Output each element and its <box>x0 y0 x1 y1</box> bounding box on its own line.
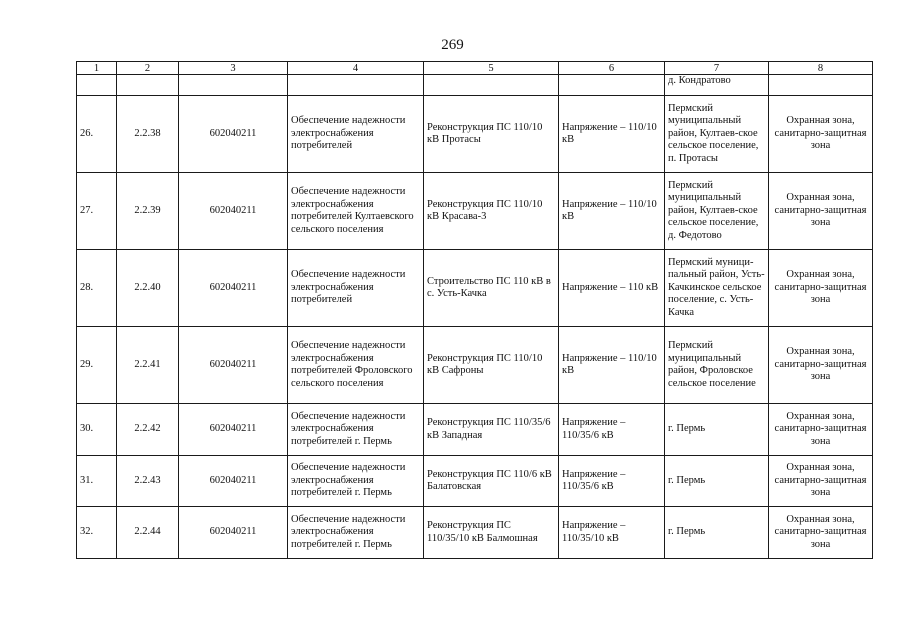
id-cell: 602040211 <box>179 250 288 327</box>
code-cell: 2.2.39 <box>117 173 179 250</box>
zone-cell: Охранная зона, санитарно-защитная зона <box>769 404 873 456</box>
location-cell: г. Пермь <box>665 507 769 559</box>
purpose-cell: Обеспечение надежности электроснабжения потребителей г. Пермь <box>288 456 424 507</box>
characteristics-cell: Напряжение – 110/35/10 кВ <box>559 507 665 559</box>
header-row <box>77 62 873 75</box>
table-cell <box>179 75 288 96</box>
object-cell: Реконструкция ПС 110/10 кВ Сафроны <box>424 327 559 404</box>
code-cell: 2.2.40 <box>117 250 179 327</box>
object-cell: Реконструкция ПС 110/6 кВ Балатовская <box>424 456 559 507</box>
location-cell: Пермский муниципальный район, Култаев-ское сельское поселение, д. Федотово <box>665 173 769 250</box>
table-row <box>77 327 873 404</box>
table-row <box>77 250 873 327</box>
id-cell: 602040211 <box>179 456 288 507</box>
zone-cell: Охранная зона, санитарно-защитная зона <box>769 173 873 250</box>
table-cell <box>424 75 559 96</box>
characteristics-cell: Напряжение – 110/35/6 кВ <box>559 456 665 507</box>
column-header: 5 <box>424 62 559 75</box>
column-header: 2 <box>117 62 179 75</box>
location-cell: д. Кондратово <box>665 75 769 96</box>
row-number-cell: 32. <box>77 507 117 559</box>
column-header: 3 <box>179 62 288 75</box>
characteristics-cell: Напряжение – 110/35/6 кВ <box>559 404 665 456</box>
location-cell: Пермский муници-пальный район, Усть-Качкинское сельское поселение, с. Усть-Качка <box>665 250 769 327</box>
code-cell: 2.2.38 <box>117 96 179 173</box>
purpose-cell: Обеспечение надежности электроснабжения потребителей г. Пермь <box>288 507 424 559</box>
zone-cell: Охранная зона, санитарно-защитная зона <box>769 96 873 173</box>
zone-cell: Охранная зона, санитарно-защитная зона <box>769 456 873 507</box>
registry-table <box>76 61 873 559</box>
zone-cell: Охранная зона, санитарно-защитная зона <box>769 327 873 404</box>
table-cell <box>769 75 873 96</box>
object-cell: Реконструкция ПС 110/10 кВ Протасы <box>424 96 559 173</box>
location-cell: Пермский муниципальный район, Фроловское сельское поселение <box>665 327 769 404</box>
row-number-cell: 31. <box>77 456 117 507</box>
purpose-cell: Обеспечение надежности электроснабжения потребителей г. Пермь <box>288 404 424 456</box>
table-cell <box>77 75 117 96</box>
id-cell: 602040211 <box>179 507 288 559</box>
table-cell <box>559 75 665 96</box>
purpose-cell: Обеспечение надежности электроснабжения потребителей <box>288 96 424 173</box>
row-number-cell: 28. <box>77 250 117 327</box>
object-cell: Реконструкция ПС 110/35/10 кВ Балмошная <box>424 507 559 559</box>
code-cell: 2.2.43 <box>117 456 179 507</box>
table-row <box>77 404 873 456</box>
table-row <box>77 456 873 507</box>
characteristics-cell: Напряжение – 110/10 кВ <box>559 173 665 250</box>
id-cell: 602040211 <box>179 173 288 250</box>
object-cell: Реконструкция ПС 110/10 кВ Красава-3 <box>424 173 559 250</box>
purpose-cell: Обеспечение надежности электроснабжения потребителей <box>288 250 424 327</box>
id-cell: 602040211 <box>179 327 288 404</box>
code-cell: 2.2.41 <box>117 327 179 404</box>
row-number-cell: 30. <box>77 404 117 456</box>
purpose-cell: Обеспечение надежности электроснабжения потребителей Фроловского сельского поселения <box>288 327 424 404</box>
column-header: 1 <box>77 62 117 75</box>
purpose-cell: Обеспечение надежности электроснабжения потребителей Култаевского сельского поселения <box>288 173 424 250</box>
location-cell: г. Пермь <box>665 404 769 456</box>
row-number-cell: 27. <box>77 173 117 250</box>
column-header: 4 <box>288 62 424 75</box>
characteristics-cell: Напряжение – 110/10 кВ <box>559 327 665 404</box>
column-header: 8 <box>769 62 873 75</box>
table-row <box>77 96 873 173</box>
continuation-row <box>77 75 873 96</box>
column-header: 6 <box>559 62 665 75</box>
location-cell: г. Пермь <box>665 456 769 507</box>
table-cell <box>288 75 424 96</box>
table-row <box>77 507 873 559</box>
zone-cell: Охранная зона, санитарно-защитная зона <box>769 507 873 559</box>
table-row <box>77 173 873 250</box>
id-cell: 602040211 <box>179 96 288 173</box>
page-number: 269 <box>441 37 464 53</box>
zone-cell: Охранная зона, санитарно-защитная зона <box>769 250 873 327</box>
object-cell: Реконструкция ПС 110/35/6 кВ Западная <box>424 404 559 456</box>
column-header: 7 <box>665 62 769 75</box>
code-cell: 2.2.42 <box>117 404 179 456</box>
row-number-cell: 26. <box>77 96 117 173</box>
table-cell <box>117 75 179 96</box>
object-cell: Строительство ПС 110 кВ в с. Усть-Качка <box>424 250 559 327</box>
code-cell: 2.2.44 <box>117 507 179 559</box>
characteristics-cell: Напряжение – 110 кВ <box>559 250 665 327</box>
row-number-cell: 29. <box>77 327 117 404</box>
characteristics-cell: Напряжение – 110/10 кВ <box>559 96 665 173</box>
location-cell: Пермский муниципальный район, Култаев-ское сельское поселение, п. Протасы <box>665 96 769 173</box>
id-cell: 602040211 <box>179 404 288 456</box>
